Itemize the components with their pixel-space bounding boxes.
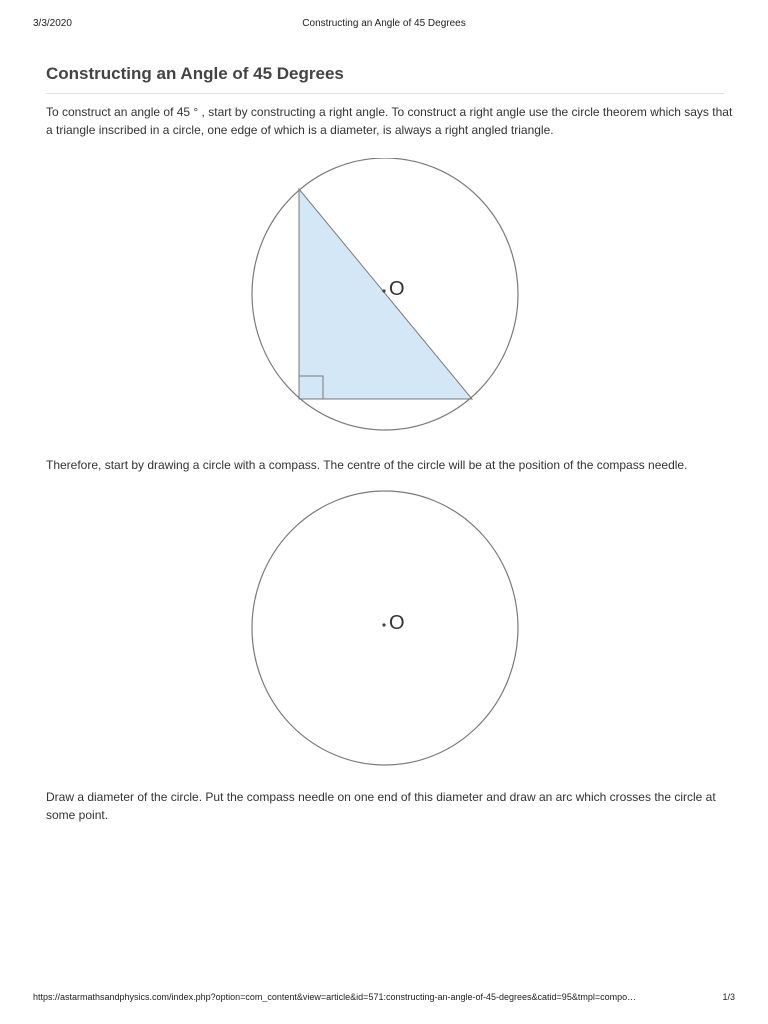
center-point (382, 289, 385, 292)
title-divider (46, 93, 724, 94)
center-point (382, 623, 385, 626)
inscribed-right-triangle-figure (250, 158, 520, 433)
circle (252, 491, 518, 765)
center-label: O (389, 612, 405, 634)
page-number: 1/3 (722, 992, 735, 1002)
print-date: 3/3/2020 (33, 18, 72, 29)
print-header (33, 18, 735, 32)
diameter-paragraph: Draw a diameter of the circle. Put the compass needle on one end of this diameter and draw an arc which crosses the circle at some point. (46, 790, 716, 822)
print-title: Constructing an Angle of 45 Degrees (302, 18, 466, 29)
article-title: Constructing an Angle of 45 Degrees (46, 64, 344, 83)
compass-paragraph: Therefore, start by drawing a circle with a compass. The centre of the circle will be at the position of the compass needle. (46, 458, 688, 472)
right-triangle (299, 189, 472, 399)
intro-paragraph: To construct an angle of 45 ° , start by constructing a right angle. To construct a right angle use the circle theorem which says that a triangle inscribed in a circle, one edge of which is a diameter, is always a right angled triangle. (46, 105, 733, 137)
circle-figure (250, 488, 520, 768)
page-url: https://astarmathsandphysics.com/index.php?option=com_content&view=article&id=571:constructing-an-angle-of-45-degrees&catid=95&tmpl=compo… (33, 992, 637, 1002)
print-footer (33, 992, 735, 1006)
center-label: O (389, 278, 405, 300)
